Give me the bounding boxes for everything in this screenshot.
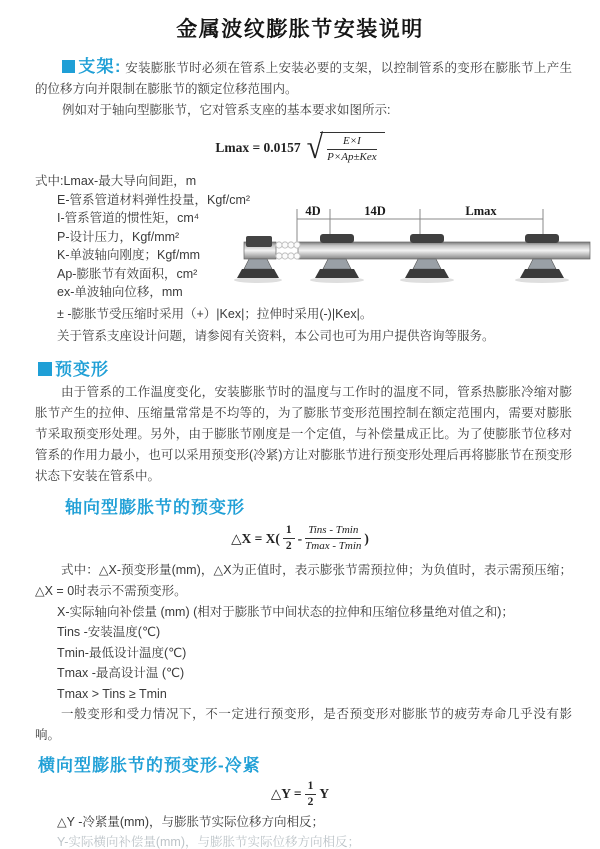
temperature-fraction <box>305 524 361 553</box>
delta-y-note: △Y -冷紧量(mm)，与膨胀节实际位移方向相反； <box>57 815 325 829</box>
consulting-note: 关于管系支座设计问题，请参阅有关资料，本公司也可为用户提供咨询等服务。 <box>57 328 495 343</box>
temperature-inequality-line: Tmax > Tins ≥ Tmin <box>57 686 167 701</box>
tmax-line: Tmax -最高设计温 (℃) <box>57 666 185 680</box>
lateral-formula-post: Y <box>319 786 330 801</box>
dimension-label-4d: 4D <box>305 204 321 218</box>
lateral-formula-pre: △Y = <box>270 786 302 801</box>
support-shadows <box>234 277 569 283</box>
support-example-line: 例如对于轴向型膨胀节，它对管系支座的基本要求如图所示: <box>62 103 391 117</box>
support-section-body: 安装膨胀节时必须在管系上安装必要的支架，以控制管系的变形在膨胀节上产生的位移方向并限制在膨胀节的额定位移范围内。 <box>35 61 572 96</box>
definition-ex: ex-单波轴向位移，mm <box>57 285 183 299</box>
temperature-fraction-denominator: Tmax - Tmin <box>305 540 362 552</box>
radical-content <box>320 132 385 164</box>
tmin-line: Tmin-最低设计温度(℃) <box>57 645 187 660</box>
tins-line: Tins -安装温度(℃) <box>57 625 161 639</box>
lmax-formula <box>0 130 600 166</box>
definition-ap: Ap-膨胀节有效面积，cm² <box>57 266 198 281</box>
predeform-section-title: 预变形 <box>55 359 109 379</box>
dimension-label-lmax: Lmax <box>465 204 497 218</box>
definition-p: P-设计压力，Kgf/mm² <box>57 229 180 244</box>
section-marker-icon <box>38 362 52 376</box>
x-definition-line: X-实际轴向补偿量 (mm) (相对于膨胀节中间状态的拉伸和压缩位移量绝对值之和)； <box>57 604 514 619</box>
lmax-fraction-denominator: P×Ap±Kex <box>327 151 377 163</box>
lateral-subheading: 横向型膨胀节的预变形-冷紧 <box>38 756 261 775</box>
temperature-fraction-numerator: Tins - Tmin <box>305 524 361 539</box>
half-numerator: 1 <box>305 780 317 795</box>
axial-explanation: 式中：△X-预变形量(mm)，△X为正值时，表示膨张节需预拉伸；为负值时，表示需预压缩；△X = 0时表示不需预变形。 <box>35 562 572 598</box>
pipe-support-diagram <box>242 200 594 296</box>
one-half-fraction <box>283 524 295 553</box>
definition-k: K-单波轴向刚度；Kgf/mm <box>57 248 201 262</box>
axial-formula <box>0 522 600 556</box>
plus-minus-note: ± -膨胀节受压缩时采用（+）|Kex|；拉伸时采用(-)|Kex|。 <box>57 306 373 321</box>
support-section-paragraph <box>35 56 572 100</box>
predeform-body: 由于管系的工作温度变化，安装膨胀节时的温度与工作时的温度不同，管系热膨胀冷缩对膨胀节产生的拉伸、压缩量常常是不均等的，为了膨胀节变形范围控制在额定范围内，需要对膨胀节采取预变形处理。另外，由于膨胀节刚度是一个定值，与补偿量成正比。为了使膨胀节位移对管系的作用力最小，也可以采用预变形(冷紧)方让对膨胀节进行预变形处理后再将膨胀节在预变形状态下安装在管系中。 <box>35 384 572 483</box>
axial-formula-post: ) <box>364 530 369 546</box>
definition-lmax: 式中:Lmax-最大导向间距，m <box>35 174 197 188</box>
lateral-formula <box>0 779 600 809</box>
bellows-icon <box>276 242 300 259</box>
radical-sign: √ <box>306 128 324 166</box>
support-section-title: 支架: <box>78 57 122 76</box>
pipe-support-diagram-svg <box>242 200 594 296</box>
axial-subheading: 轴向型膨胀节的预变形 <box>65 497 245 517</box>
half-denominator: 2 <box>285 540 292 552</box>
axial-formula-minus: - <box>297 530 303 546</box>
half-numerator: 1 <box>283 524 295 539</box>
lmax-fraction <box>327 135 377 164</box>
section-marker-icon <box>62 60 75 73</box>
lmax-formula-lhs: Lmax = 0.0157 <box>215 140 301 155</box>
lmax-fraction-numerator: E×I <box>327 135 377 150</box>
definition-i: I-管系管道的惯性矩，cm⁴ <box>57 211 200 225</box>
definitions-and-diagram <box>0 172 600 302</box>
half-denominator: 2 <box>307 795 314 808</box>
partial-clipped-line: Y-实际横向补偿量(mm)，与膨胀节实际位移方向相反； <box>57 834 361 849</box>
page-title: 金属波纹膨胀节安装说明 <box>176 18 424 41</box>
axial-formula-pre: △X = X( <box>231 530 280 546</box>
predeform-section-header <box>38 355 572 380</box>
one-half-fraction <box>305 780 317 809</box>
dimension-label-14d: 14D <box>364 204 386 218</box>
definition-e: E-管系管道材料弹性投量，Kgf/cm² <box>57 192 251 207</box>
axial-note: 一般变形和受力情况下，不一定进行预变形，是否预变形对膨胀节的疲劳寿命几乎没有影响。 <box>35 707 572 742</box>
